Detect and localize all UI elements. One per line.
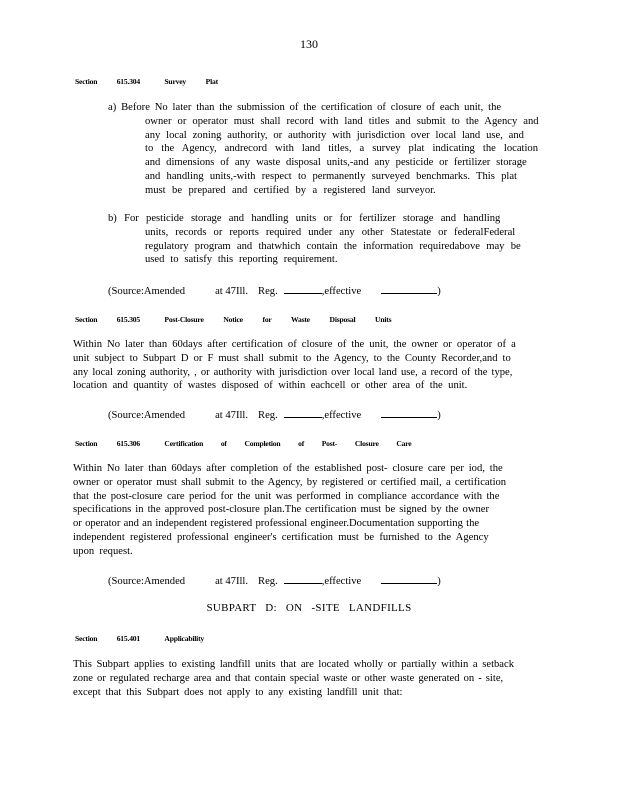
- line: any local zoning authority, , or authority with jurisdiction over local land use, a record of the type,: [73, 366, 513, 378]
- source-at: at 47Ill.: [215, 576, 249, 587]
- paragraph-304-a: [108, 101, 540, 198]
- section-label: Section: [75, 315, 98, 324]
- line: to the Agency, andrecord with land titles, a survey plat indicating the location: [145, 143, 539, 155]
- line: used to satisfy this reporting requirement.: [145, 254, 338, 266]
- section-title: Survey Plat: [164, 77, 218, 86]
- source-effective: ,effective: [321, 576, 362, 587]
- source-close: ): [437, 410, 441, 421]
- line: units, records or reports required under any other Statestate or federalFederal: [145, 226, 516, 238]
- section-title: Applicability: [164, 634, 205, 643]
- source-close: ): [437, 286, 441, 297]
- line: or operator and an independent registered professional engineer.Documentation supporting the: [73, 518, 480, 530]
- line: owner or operator must shall submit to the Agency, by registered or certified mail, a certification: [73, 476, 507, 488]
- line: independent registered professional engineer's certification must be furnished to the Agency: [73, 531, 489, 543]
- line: and handling units,-with respect to permanently surveyed benchmarks. This plat: [145, 170, 518, 182]
- section-number: 615.305: [116, 315, 140, 324]
- source-reg: Reg.: [258, 410, 278, 421]
- line: zone or regulated recharge area and that contain special waste or other waste generated on - site,: [73, 672, 504, 684]
- source-close: ): [437, 576, 441, 587]
- source-prefix: (Source:Amended: [108, 410, 186, 421]
- section-number: 615.401: [116, 634, 140, 643]
- section-number: 615.304: [116, 77, 140, 86]
- blank-line: [381, 283, 437, 294]
- line: upon request.: [73, 545, 133, 557]
- line: any local zoning authority, or authority with jurisdiction over local land use, and: [145, 129, 524, 141]
- line: that the post-closure care period for the unit was performed in compliance accordance with the: [73, 490, 500, 502]
- line: specifications in the approved post-closure plan.The certification must be signed by the owner: [73, 504, 490, 516]
- blank-line: [381, 407, 437, 418]
- paragraph-401: [73, 658, 543, 699]
- line: and dimensions of any waste disposal units,-and any pesticide or fertilizer storage: [145, 157, 527, 169]
- section-heading-615-304: [75, 75, 218, 89]
- line: a) Before No later than the submission of the certification of closure of each unit, the: [108, 102, 502, 113]
- line: b) For pesticide storage and handling units or for fertilizer storage and handling: [108, 213, 501, 224]
- section-label: Section: [75, 634, 98, 643]
- source-reg: Reg.: [258, 286, 278, 297]
- source-effective: ,effective: [321, 286, 362, 297]
- section-title: Post-Closure Notice for Waste Disposal Units: [164, 315, 392, 324]
- blank-line: [284, 407, 322, 418]
- section-heading-615-306: [75, 437, 411, 451]
- source-note: [108, 283, 441, 299]
- subpart-title: SUBPART D: ON -SITE LANDFILLS: [206, 602, 412, 614]
- paragraph-305: [73, 338, 543, 393]
- section-label: Section: [75, 77, 98, 86]
- source-effective: ,effective: [321, 410, 362, 421]
- line: location and quantity of wastes disposed of within eachcell or other area of the unit.: [73, 380, 468, 392]
- blank-line: [381, 573, 437, 584]
- line: unit subject to Subpart D or F must shall submit to the Agency, to the County Recorder,and to: [73, 352, 511, 364]
- line: must be prepared and certified by a registered land surveyor.: [145, 184, 436, 196]
- blank-line: [284, 283, 322, 294]
- blank-line: [284, 573, 322, 584]
- section-title: Certification of Completion of Post- Closure Care: [164, 439, 412, 448]
- line: Within No later than 60days after certification of closure of the unit, the owner or operator of a: [73, 339, 516, 350]
- line: Within No later than 60days after completion of the established post- closure care per iod, the: [73, 463, 503, 474]
- section-heading-615-305: [75, 313, 391, 327]
- paragraph-304-b: [108, 212, 540, 267]
- line: owner or operator must shall record with land titles and submit to the Agency and: [145, 115, 539, 127]
- source-note: [108, 573, 441, 589]
- section-heading-615-401: [75, 632, 204, 646]
- line: This Subpart applies to existing landfill units that are located wholly or partially within a setback: [73, 659, 515, 670]
- source-note: [108, 407, 441, 423]
- source-prefix: (Source:Amended: [108, 286, 186, 297]
- line: regulatory program and thatwhich contain the information requiredabove may be: [145, 240, 521, 252]
- line: except that this Subpart does not apply to any existing landfill unit that:: [73, 686, 403, 698]
- source-at: at 47Ill.: [215, 410, 249, 421]
- paragraph-306: [73, 462, 543, 559]
- section-label: Section: [75, 439, 98, 448]
- section-number: 615.306: [116, 439, 140, 448]
- source-reg: Reg.: [258, 576, 278, 587]
- source-prefix: (Source:Amended: [108, 576, 186, 587]
- page-number: 130: [300, 37, 318, 51]
- source-at: at 47Ill.: [215, 286, 249, 297]
